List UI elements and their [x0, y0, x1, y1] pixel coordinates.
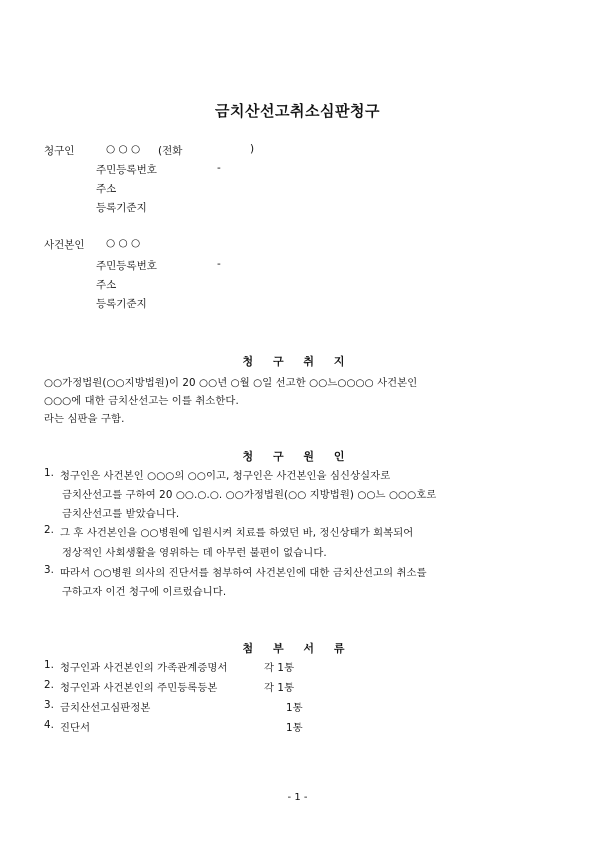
reason-1-line-2: 금치산선고를 구하여 20 ○○.○.○. ○○가정법원(○○ 지방법원) ○○느 ○○○호로: [62, 489, 437, 501]
attachment-2-text: 청구인과 사건본인의 주민등록등본: [60, 682, 218, 694]
claimant-registry-label: 등록기준지: [96, 202, 147, 214]
attachment-3-text: 금치산선고심판정본: [60, 702, 151, 714]
attachments-heading: 첨 부 서 류: [242, 642, 353, 655]
attachment-4-text: 진단서: [60, 722, 91, 734]
attachment-4-qty: 1통: [286, 722, 303, 734]
reason-2-line-1: 그 후 사건본인을 ○○병원에 입원시켜 치료를 하였던 바, 정신상태가 회복되어: [60, 527, 414, 539]
attachment-3-qty: 1통: [286, 702, 303, 714]
attachment-4-num: 4.: [44, 719, 55, 731]
claimant-id-dash: -: [217, 162, 221, 174]
attachment-1-num: 1.: [44, 659, 55, 671]
attachment-2-num: 2.: [44, 679, 55, 691]
claimant-label: 청구인: [44, 145, 75, 157]
claimant-address-label: 주소: [96, 183, 117, 195]
attachment-1-qty: 각 1통: [264, 662, 295, 674]
subject-name: ○ ○ ○: [106, 237, 141, 249]
reason-2-num: 2.: [44, 524, 55, 536]
attachment-1-text: 청구인과 사건본인의 가족관계증명서: [60, 662, 228, 674]
purpose-heading: 청 구 취 지: [242, 355, 353, 368]
claimant-phone-close: ): [250, 143, 255, 155]
reason-3-num: 3.: [44, 564, 55, 576]
reason-3-line-1: 따라서 ○○병원 의사의 진단서를 첨부하여 사건본인에 대한 금치산선고의 취소를: [60, 567, 427, 579]
reason-2-line-2: 정상적인 사회생활을 영위하는 데 아무런 불편이 없습니다.: [62, 547, 327, 559]
purpose-line-2: ○○○에 대한 금치산선고는 이를 취소한다.: [44, 395, 239, 407]
claimant-id-label: 주민등록번호: [96, 164, 157, 176]
document-title: 금치산선고취소심판청구: [215, 102, 380, 120]
subject-id-label: 주민등록번호: [96, 260, 157, 272]
attachment-3-num: 3.: [44, 699, 55, 711]
reason-1-line-1: 청구인은 사건본인 ○○○의 ○○이고, 청구인은 사건본인을 심신상실자로: [60, 470, 391, 482]
subject-label: 사건본인: [44, 239, 85, 251]
subject-address-label: 주소: [96, 279, 117, 291]
attachment-2-qty: 각 1통: [264, 682, 295, 694]
subject-id-dash: -: [217, 258, 221, 270]
purpose-line-3: 라는 심판을 구함.: [44, 413, 125, 425]
subject-registry-label: 등록기준지: [96, 298, 147, 310]
page-number: - 1 -: [287, 792, 308, 803]
reason-1-num: 1.: [44, 467, 55, 479]
purpose-line-1: ○○가정법원(○○지방법원)이 20 ○○년 ○월 ○일 선고한 ○○느○○○○ 사건본인: [44, 377, 418, 389]
reason-3-line-2: 구하고자 이건 청구에 이르렀습니다.: [62, 586, 227, 598]
claimant-phone-open: (전화: [158, 145, 183, 157]
reason-1-line-3: 금치산선고를 받았습니다.: [62, 508, 180, 520]
claimant-name: ○ ○ ○: [106, 143, 141, 155]
reasons-heading: 청 구 원 인: [242, 450, 353, 463]
